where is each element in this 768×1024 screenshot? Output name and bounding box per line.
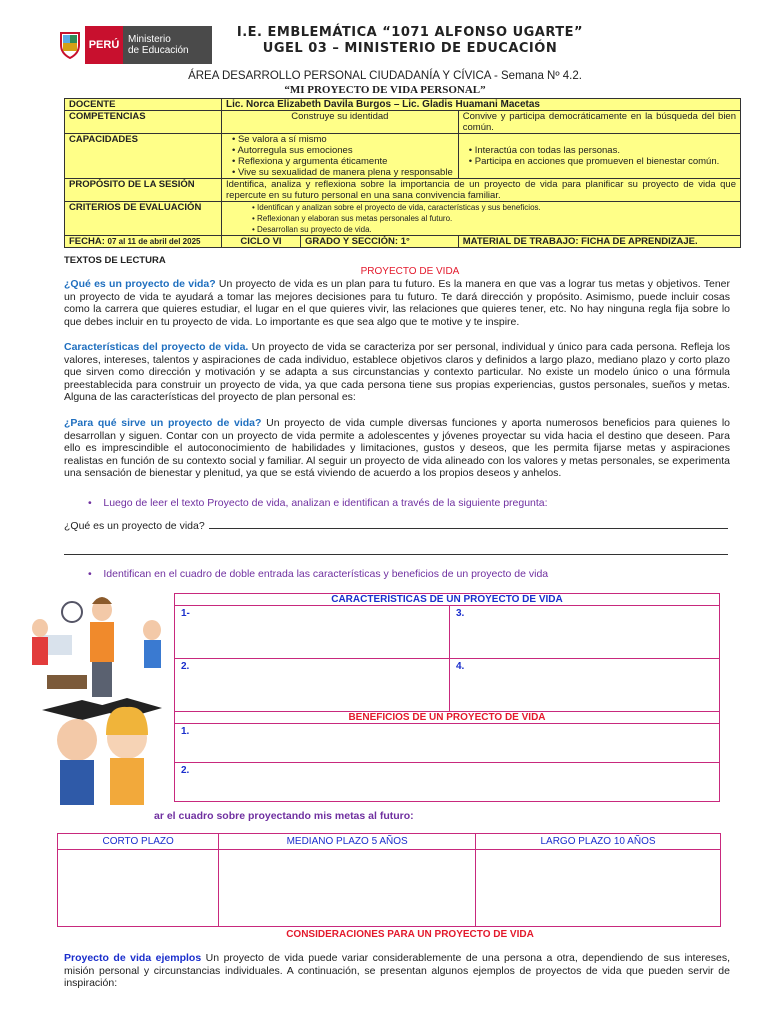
- paragraph-lead: ¿Qué es un proyecto de vida?: [64, 278, 216, 290]
- peru-label: PERÚ: [85, 26, 123, 64]
- capacidades-label: CAPACIDADES: [65, 134, 222, 179]
- answer-field-2[interactable]: [64, 554, 728, 555]
- school-heading: [200, 25, 620, 57]
- criterios-list: [222, 202, 741, 236]
- competencia-2: Convive y participa democráticamente en la búsqueda del bien común.: [458, 111, 740, 134]
- capacidad-item: • Interactúa con todas las personas.: [469, 145, 736, 156]
- activity-3-text: ar el cuadro sobre proyectando mis metas al futuro:: [154, 810, 414, 822]
- caracteristica-cell-3[interactable]: [450, 606, 720, 659]
- answer-field[interactable]: [209, 520, 728, 529]
- fecha-value: 07 al 11 de abril del 2025: [107, 237, 201, 246]
- corto-plazo-cell[interactable]: [58, 850, 219, 927]
- capacidades-list-1: [222, 134, 459, 179]
- reading-title: PROYECTO DE VIDA: [360, 266, 460, 277]
- mediano-plazo-header: MEDIANO PLAZO 5 AÑOS: [219, 834, 476, 850]
- paragraph-text: Un proyecto de vida se caracteriza por ser personal, individual y único para cada persona. Refleja los valores, intereses, talentos y aspiraciones de cada individuo, establece objetivos claros y definidos a largo plazo, mediano plazo y corto plazo que sirven como dirección y motivación y se adapta a sus circunstancias y contexto particular. No existe un modelo único o una fórmula preestablecida para construir un proyecto de vida, ya que cada persona tiene sus propias experiencias, gustos personales, sueños y metas. Alguna de las características del proyecto de plan personal es:: [64, 341, 730, 404]
- beneficios-header: BENEFICIOS DE UN PROYECTO DE VIDA: [175, 712, 720, 724]
- metas-table: [57, 833, 721, 927]
- cell-number: 1.: [181, 726, 190, 737]
- capacidad-item: • Vive su sexualidad de manera plena y responsable: [232, 167, 454, 178]
- students-teacher-illustration: [22, 590, 172, 825]
- fecha-cell: [65, 236, 222, 248]
- paragraph-text: Un proyecto de vida cumple diversas funciones y aporta numerosos beneficios para quienes lo desarrollan y siguen. Contar con un proyecto de vida permite a adolescentes y jóvenes proyectar su vida hacia el destino que deseen. Para ello es imprescindible el autoconocimiento de habilidades y limitaciones, gustos y deseos, que les permita fijarse metas y aspiraciones realistas en función de su contexto social y familiar. Al seguir un proyecto de vida alineado con los valores y metas personales, se experimenta una sensación de bienestar y plenitud, ya que se está viviendo de acuerdo a los propios deseos y anhelos.: [64, 417, 730, 480]
- caracteristica-cell-1[interactable]: [175, 606, 450, 659]
- criterio-item: • Desarrollan su proyecto de vida.: [232, 224, 736, 235]
- ugel-name: UGEL 03 – MINISTERIO DE EDUCACIÓN: [262, 41, 558, 56]
- paragraph-para-que: [64, 417, 730, 480]
- area-line: ÁREA DESARROLLO PERSONAL CIUDADANÍA Y CÍVICA - Semana Nº 4.2.: [188, 70, 582, 82]
- cell-number: 4.: [456, 661, 465, 672]
- competencia-1: Construye su identidad: [222, 111, 459, 134]
- criterios-label: CRITERIOS DE EVALUACIÓN: [65, 202, 222, 236]
- material: MATERIAL DE TRABAJO: FICHA DE APRENDIZAJE.: [458, 236, 740, 248]
- consideraciones-title: CONSIDERACIONES PARA UN PROYECTO DE VIDA: [286, 929, 534, 940]
- caracteristicas-header: CARACTERÍSTICAS DE UN PROYECTO DE VIDA: [175, 594, 720, 606]
- ministry-line1: Ministerio: [128, 34, 171, 45]
- paragraph-lead: Características del proyecto de vida.: [64, 341, 249, 353]
- fecha-label: FECHA:: [69, 236, 105, 247]
- paragraph-lead: Proyecto de vida ejemplos: [64, 952, 202, 964]
- session-info-table: [64, 98, 741, 248]
- capacidades-list-2: [458, 134, 740, 179]
- question-line: [64, 520, 728, 532]
- capacidad-item: • Autorregula sus emociones: [232, 145, 454, 156]
- caracteristica-cell-4[interactable]: [450, 659, 720, 712]
- ministry-line2: de Educación: [128, 45, 189, 56]
- activity-2-text: Identifican en el cuadro de doble entrada las características y beneficios de un proyecto de vida: [103, 568, 549, 580]
- criterio-item: • Reflexionan y elaboran sus metas personales al futuro.: [232, 213, 736, 224]
- grado: GRADO Y SECCIÓN: 1°: [301, 236, 459, 248]
- paragraph-ejemplos: [64, 952, 730, 990]
- cell-number: 2.: [181, 661, 190, 672]
- caracteristica-cell-2[interactable]: [175, 659, 450, 712]
- mediano-plazo-cell[interactable]: [219, 850, 476, 927]
- capacidad-item: • Se valora a sí mismo: [232, 134, 454, 145]
- activity-1-text: Luego de leer el texto Proyecto de vida, analizan e identifican a través de la siguiente pregunta:: [103, 497, 548, 509]
- paragraph-que-es: [64, 278, 730, 328]
- docente-value: Lic. Norca Elizabeth Davila Burgos – Lic. Gladis Huamani Macetas: [222, 99, 741, 111]
- question-text: ¿Qué es un proyecto de vida?: [64, 520, 205, 532]
- largo-plazo-cell[interactable]: [476, 850, 721, 927]
- cell-number: 2.: [181, 765, 190, 776]
- capacidad-item: • Participa en acciones que promueven el bienestar común.: [469, 156, 736, 167]
- paragraph-lead: ¿Para qué sirve un proyecto de vida?: [64, 417, 262, 429]
- capacidad-item: • Reflexiona y argumenta éticamente: [232, 156, 454, 167]
- bullet-icon: •: [88, 568, 104, 580]
- caracteristicas-table: [174, 593, 720, 802]
- cell-number: 1-: [181, 608, 190, 619]
- textos-label: TEXTOS DE LECTURA: [64, 255, 166, 266]
- school-name: I.E. EMBLEMÁTICA “1071 ALFONSO UGARTE”: [236, 25, 584, 40]
- paragraph-text: Un proyecto de vida es un plan para tu futuro. Es la manera en que vas a lograr tus metas y objetivos. Tener un proyecto de vida te ayudará a tomar las mejores decisiones para tu futuro. Te dará dirección y propósito. Asimismo, puede incluir cosas como la carrera que quieres estudiar, el lugar en el que quieres vivir, las relaciones que quieres tener, etc. No hay ninguna regla fija sobre lo que debes incluir en tu proyecto de vida. Lo importante es que sea algo que te motive y te inspire.: [64, 278, 730, 328]
- docente-label: DOCENTE: [65, 99, 222, 111]
- beneficio-cell-1[interactable]: [175, 724, 720, 763]
- cell-number: 3.: [456, 608, 465, 619]
- activity-bullet-2: [88, 568, 548, 580]
- criterio-item: • Identifican y analizan sobre el proyecto de vida, características y sus beneficios.: [232, 202, 736, 213]
- ministry-label: [123, 34, 189, 56]
- ciclo: CICLO VI: [222, 236, 301, 248]
- activity-bullet-1: [88, 497, 548, 509]
- proposito-value: Identifica, analiza y reflexiona sobre la importancia de un proyecto de vida para planificar su proyecto de vida que repercute en su futuro personal en una sana convivencia familiar.: [222, 179, 741, 202]
- bullet-icon: •: [88, 497, 104, 509]
- peru-coat-of-arms-icon: [55, 26, 85, 64]
- minedu-logo: [55, 26, 212, 64]
- paragraph-text: Un proyecto de vida puede variar considerablemente de una persona a otra, dependiendo de sus intereses, misión personal y circunstancias individuales. A continuación, se presentan algunos ejemplos de proyectos de vida que pueden servir de inspiración:: [64, 952, 730, 990]
- proposito-label: PROPÓSITO DE LA SESIÓN: [65, 179, 222, 202]
- beneficio-cell-2[interactable]: [175, 763, 720, 802]
- paragraph-caracteristicas: [64, 341, 730, 404]
- largo-plazo-header: LARGO PLAZO 10 AÑOS: [476, 834, 721, 850]
- corto-plazo-header: CORTO PLAZO: [58, 834, 219, 850]
- competencias-label: COMPETENCIAS: [65, 111, 222, 134]
- page-title: “MI PROYECTO DE VIDA PERSONAL”: [284, 84, 486, 96]
